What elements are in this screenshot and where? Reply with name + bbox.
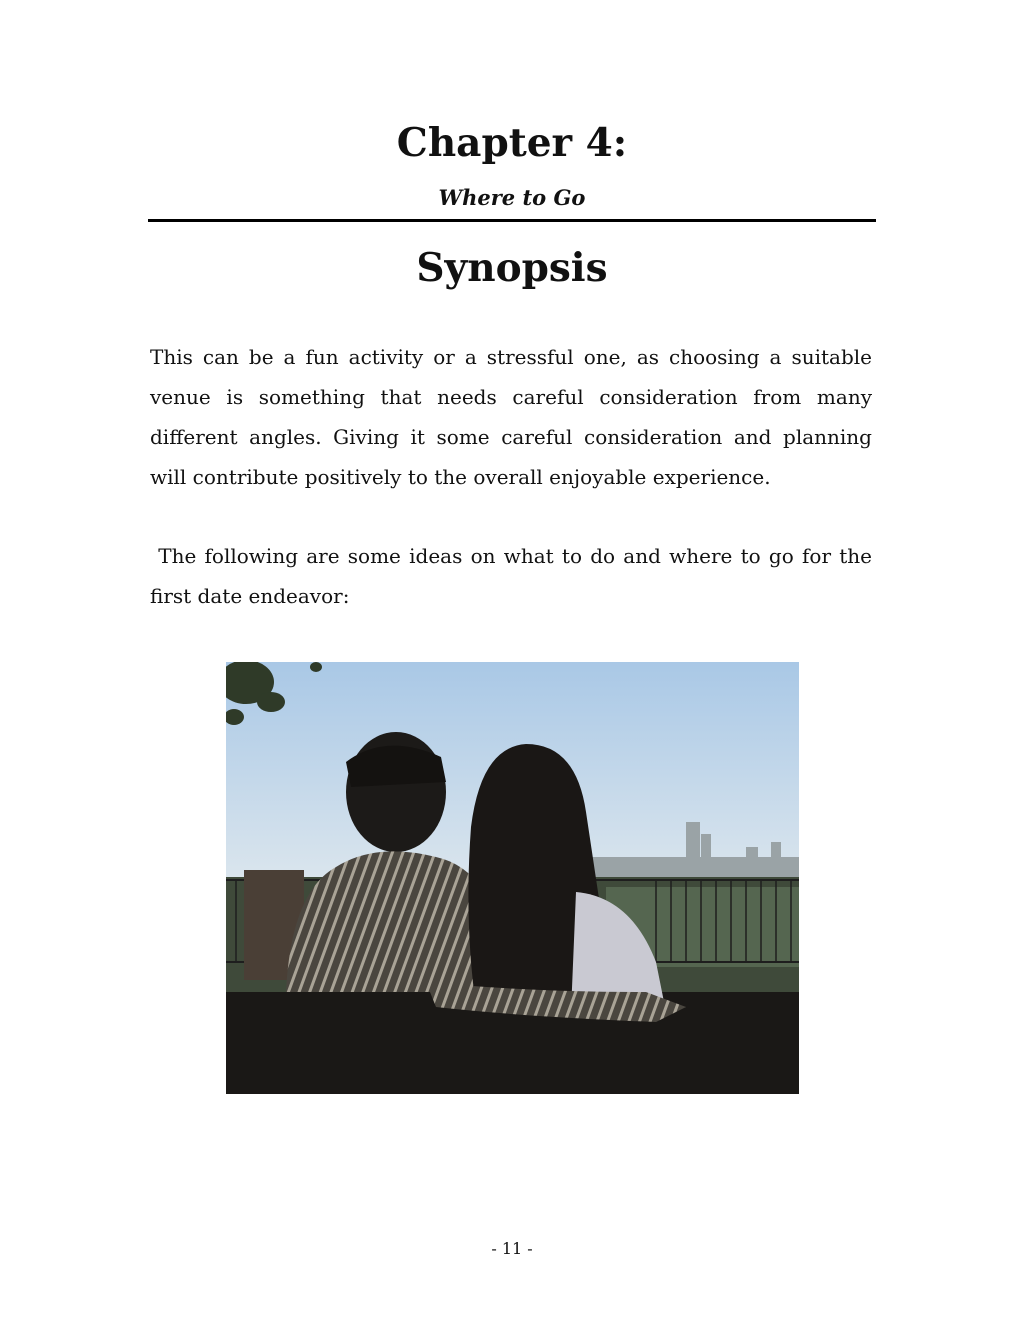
paragraph-intro: This can be a fun activity or a stressful one, as choosing a suitable venue is something that needs careful consideration from many different angles. Giving it some careful consideration and planning will contribute positively to the overall enjoyable experience. (150, 345, 872, 489)
paragraph-ideas: The following are some ideas on what to do and where to go for the first date endeavor: (150, 544, 872, 608)
title-divider (148, 219, 876, 222)
page-number: - 11 - (491, 1239, 533, 1258)
couple-photo (226, 662, 799, 1094)
section-title: Synopsis (416, 245, 608, 291)
chapter-subtitle: Where to Go (438, 185, 586, 210)
chapter-title: Chapter 4: (396, 120, 628, 166)
